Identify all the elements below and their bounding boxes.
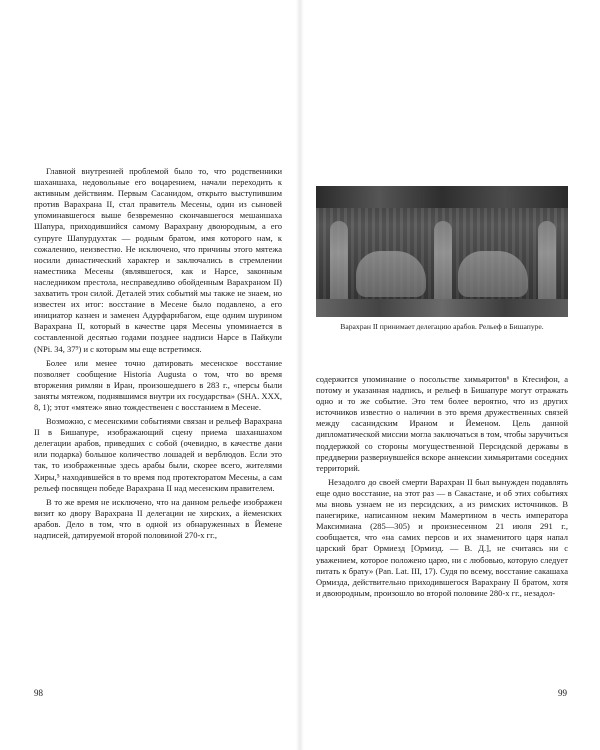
relief-horse [458, 251, 528, 297]
page-number-right: 99 [558, 688, 567, 698]
paragraph: Более или менее точно датировать месенское восстание позволяет сообщение Historia Augusta о том, что во время вторжения римлян в Иран, произошедшего в 283 г., «персы были заняты мятежом, поднявшимся внутри их государства» (SHA. XXX, 8, 1); этот «мятеж» явно тождественен с восстанием в Месене. [34, 357, 282, 412]
paragraph: В то же время не исключено, что на данном рельефе изображен визит ко двору Варахрана II делегации не хирских, а йеменских арабов. Дело в том, что в одной из обнаруженных в Йемене надписей, датируемой второй половиной 270-х гг., [34, 496, 282, 540]
relief-figure [330, 221, 348, 301]
relief-figure [434, 221, 452, 301]
relief-horse [356, 251, 426, 297]
relief-upper-band [316, 186, 568, 208]
figure-caption: Варахран II принимает делегацию арабов. Рельеф в Бишапуре. [340, 322, 544, 331]
right-text-column [316, 374, 568, 602]
book-gutter [296, 0, 304, 750]
paragraph: Главной внутренней проблемой было то, что родственники шаханшаха, недовольные его воцарением, начали переходить к активным действиям. Первым Сасанидом, открыто выступившим против Варахрана II, стал правитель Месены, один из сыновей упоминавшегося выше безвременно скончавшегося мешаншаха Шапура, приходившийся самому Варахрану двоюродным, а его супруге Шапурдухтак — родным братом, имя которого нам, к сожалению, неизвестно. Не исключено, что причины этого мятежа носили династический характер и заключались в стремлении наместника Месены (являвшегося, как и Нарсе, законным наследником престола, несправедливо обойденным Варахраном II) захватить трон силой. Деталей этих событий мы также не знаем, но известен их итог: восстание в Месене было подавлено, а его инициатор казнен и заменен Адурфарнбагом, еще одним шурином Варахрана II, который в качестве царя Месены упоминается в составленной десятью годами позднее надписи Нарсе в Пайкули (NPi. 34, 37⁹) и с которым мы еще встретимся. [34, 166, 282, 354]
relief-photo [316, 186, 568, 317]
page-number-left: 98 [34, 688, 43, 698]
paragraph: содержится упоминание о посольстве химьяритов⁶ в Ктесифон, а потому и указанная надпись, и рельеф в Бишапуре могут отражать одно и то же событие. Это тем более вероятно, что из других источников известно о наличии в это время дружественных связей между сасанидским Ираном и Йеменом. Цель данной дипломатической миссии могла заключаться в том, чтобы заручиться поддержкой со стороны могущественной Персидской державы в преддверии развернувшейся вскоре аннексии химьяритами соседних территорий. [316, 374, 568, 473]
paragraph: Возможно, с месенскими событиями связан и рельеф Варахрана II в Бишапуре, изображающий сцену приема шаханшахом делегации арабов, приведших с собой (очевидно, в качестве дани или подарка) большое количество лошадей и верблюдов. Если это так, то изображенные здесь арабы были, скорее всего, жителями Хиры,⁵ находившейся в то время под протекторатом Месены, а сам рельеф посвящен победе Варахрана II над месенским правителем. [34, 416, 282, 493]
relief-lower-band [316, 299, 568, 317]
relief-figure [538, 221, 556, 301]
paragraph: Незадолго до своей смерти Варахран II был вынужден подавлять еще одно восстание, на этот раз — в Сакастане, и об этих событиях мы вновь узнаем не из персидских, а из римских источников. В панегирике, написанном неким Мамертином в честь императора Максимиана (285—305) и произнесенном 21 июля 291 г., сообщается, что «на самих персов и их знаменитого царя напал царский брат Ормиезд [Ормизд. — В. Д.], не считаясь ни с уважением, которое положено царю, ни с любовью, которую следует питать к брату» (Pan. Lat. III, 17). Судя по всему, восстание сакашаха Ормизда, действительно приходившегося Варахрану II братом, хотя и двоюродным, произошло во второй половине 280-х гг., незадол- [316, 476, 568, 598]
left-text-column [34, 166, 282, 544]
